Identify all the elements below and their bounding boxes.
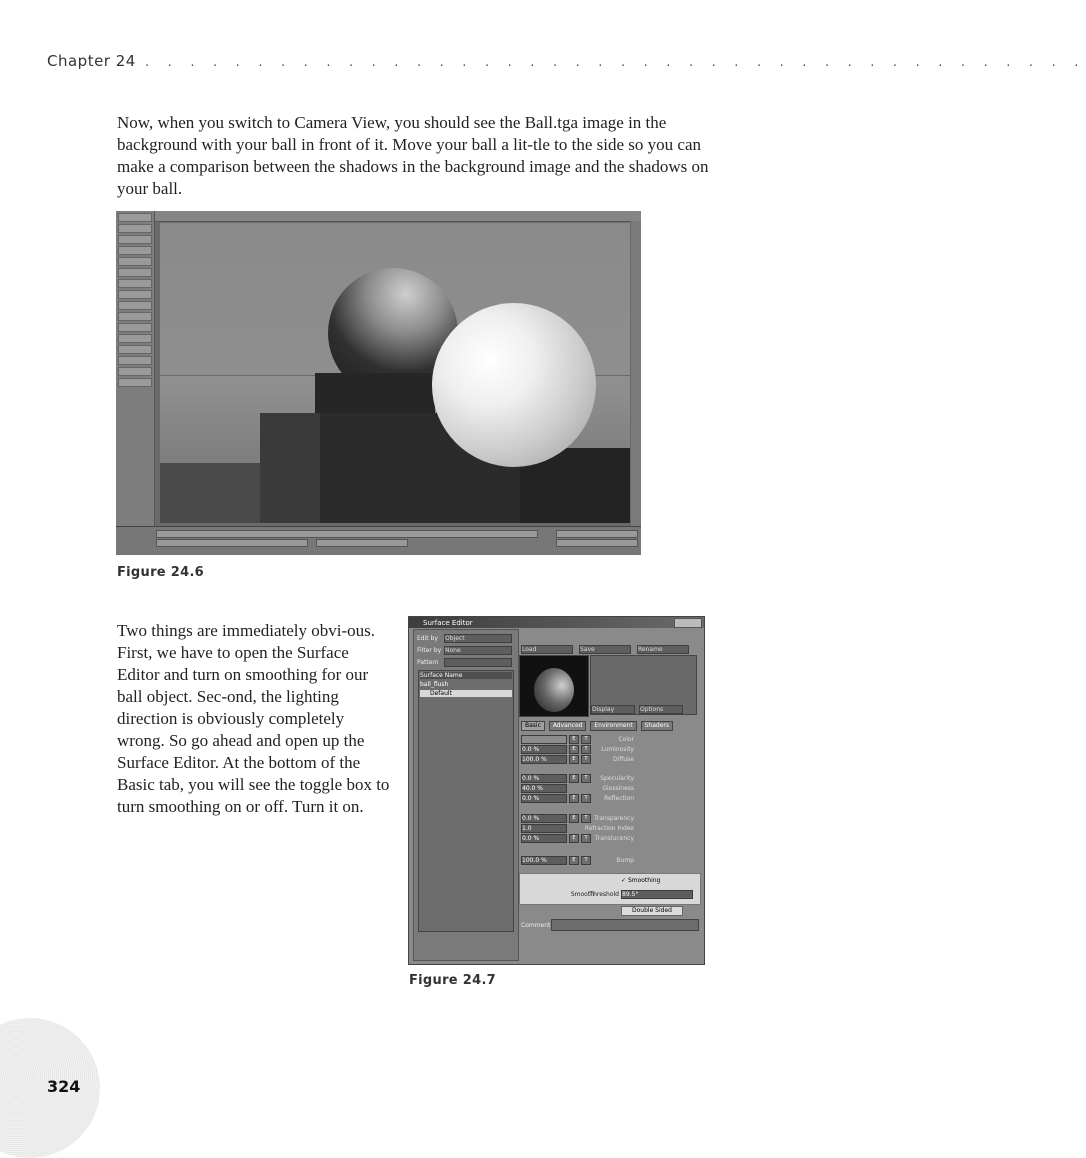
translucency-label: Translucency: [595, 835, 634, 842]
surface-list[interactable]: [418, 670, 514, 932]
surface-preview: [519, 655, 589, 717]
filter-by-select[interactable]: None: [444, 646, 512, 655]
envelope-button[interactable]: E: [569, 856, 579, 865]
window-title: Surface Editor: [423, 619, 473, 627]
body-paragraph-1: Now, when you switch to Camera View, you should see the Ball.tga image in the background with your ball in front of it. Move your ball a lit-tle to the side so you can make a comparison between the shadows in the background image and the shadows on your ball.: [117, 113, 709, 198]
save-button[interactable]: Save: [579, 645, 631, 654]
smoothing-label: Smoothing: [627, 877, 661, 884]
tool-button[interactable]: [118, 301, 152, 310]
tool-button[interactable]: [118, 323, 152, 332]
playback-controls[interactable]: [556, 539, 638, 547]
glossiness-label: Glossiness: [602, 785, 634, 792]
tool-button[interactable]: [118, 356, 152, 365]
rename-button[interactable]: Rename: [637, 645, 689, 654]
tool-button[interactable]: [118, 224, 152, 233]
threshold-field[interactable]: 89.5°: [621, 890, 693, 899]
camera-viewport[interactable]: [160, 223, 630, 523]
figure-24-7-screenshot: [408, 616, 705, 965]
surface-editor-titlebar: [409, 617, 704, 628]
surface-tabs: [521, 721, 691, 731]
luminosity-label: Luminosity: [601, 746, 634, 753]
texture-button[interactable]: T: [581, 834, 591, 843]
transparency-label: Transparency: [593, 815, 634, 822]
filter-by-label: Filter by: [417, 647, 442, 654]
reflection-field[interactable]: 0.0 %: [521, 794, 567, 803]
options-button[interactable]: Options: [639, 705, 683, 714]
bump-field[interactable]: 100.0 %: [521, 856, 567, 865]
diffuse-field[interactable]: 100.0 %: [521, 755, 567, 764]
reflection-label: Reflection: [604, 795, 634, 802]
tab-environment[interactable]: Environment: [590, 721, 636, 731]
timeline-panel: [116, 526, 641, 555]
texture-button[interactable]: T: [581, 794, 591, 803]
texture-button[interactable]: T: [581, 774, 591, 783]
color-swatch[interactable]: [521, 735, 567, 744]
transparency-field[interactable]: 0.0 %: [521, 814, 567, 823]
timeline-control[interactable]: [156, 539, 308, 547]
background-block-face: [260, 413, 320, 523]
list-item[interactable]: ball_flush: [420, 681, 449, 688]
envelope-button[interactable]: E: [569, 755, 579, 764]
pattern-label: Pattern: [417, 659, 439, 666]
timeline-slider[interactable]: [156, 530, 538, 538]
texture-button[interactable]: T: [581, 735, 591, 744]
texture-button[interactable]: T: [581, 814, 591, 823]
ball-object[interactable]: [432, 303, 596, 467]
comment-input[interactable]: [551, 919, 699, 931]
tool-button[interactable]: [118, 378, 152, 387]
display-button[interactable]: Display: [591, 705, 635, 714]
viewport-toolbar: [154, 211, 641, 222]
chapter-heading: Chapter 24: [47, 52, 136, 70]
figure-24-6-screenshot: [116, 211, 641, 554]
check-icon: ✓: [621, 877, 628, 884]
tool-button[interactable]: [118, 279, 152, 288]
diffuse-label: Diffuse: [612, 756, 634, 763]
tool-panel: [116, 211, 155, 526]
tool-button[interactable]: [118, 257, 152, 266]
tool-button[interactable]: [118, 246, 152, 255]
preview-sphere: [534, 668, 574, 712]
load-button[interactable]: Load: [521, 645, 573, 654]
list-item-selected[interactable]: Default: [420, 690, 512, 697]
envelope-button[interactable]: E: [569, 735, 579, 744]
tool-button[interactable]: [118, 312, 152, 321]
envelope-button[interactable]: E: [569, 774, 579, 783]
playback-controls[interactable]: [556, 530, 638, 538]
edit-by-select[interactable]: Object: [444, 634, 512, 643]
smoothing-highlight: [519, 873, 701, 905]
envelope-button[interactable]: E: [569, 814, 579, 823]
double-sided-checkbox[interactable]: Double Sided: [621, 906, 683, 916]
envelope-button[interactable]: E: [569, 834, 579, 843]
tab-shaders[interactable]: Shaders: [641, 721, 673, 731]
texture-button[interactable]: T: [581, 755, 591, 764]
bump-label: Bump: [616, 857, 634, 864]
translucency-field[interactable]: 0.0 %: [521, 834, 567, 843]
tool-button[interactable]: [118, 268, 152, 277]
envelope-button[interactable]: E: [569, 794, 579, 803]
color-label: Color: [618, 736, 634, 743]
surface-list-panel: [413, 629, 519, 961]
timeline-control[interactable]: [316, 539, 408, 547]
glossiness-field[interactable]: 40.0 %: [521, 784, 567, 793]
figure-24-7-caption: Figure 24.7: [409, 973, 497, 988]
tool-button[interactable]: [118, 213, 152, 222]
texture-button[interactable]: T: [581, 856, 591, 865]
tab-advanced[interactable]: Advanced: [549, 721, 587, 731]
refraction-field[interactable]: 1.0: [521, 824, 567, 833]
header-dot-leader: . . . . . . . . . . . . . . . . . . . . . . . . . . . . . . . . . . . . . . . . . .: [145, 55, 1086, 70]
pattern-input[interactable]: [444, 658, 512, 667]
texture-button[interactable]: T: [581, 745, 591, 754]
viewport-side-strip: [631, 221, 641, 526]
comment-label: Comment: [521, 922, 551, 929]
tool-button[interactable]: [118, 334, 152, 343]
smoothing-checkbox[interactable]: [621, 877, 660, 884]
smooth-label: Smooth: [570, 891, 594, 898]
window-controls[interactable]: [674, 618, 702, 628]
envelope-button[interactable]: E: [569, 745, 579, 754]
body-paragraph-2: Two things are immediately obvi-ous. First, we have to open the Surface Editor and turn on smoothing for our ball object. Sec-ond, the lighting direction is obviously completely wrong. So go ahead and open up the Surface Editor. At the bottom of the Basic tab, you will see the toggle box to turn smoothing on or off. Turn it on.: [117, 621, 390, 816]
tab-basic[interactable]: Basic: [521, 721, 545, 731]
figure-24-6-caption: Figure 24.6: [117, 565, 205, 580]
refraction-label: Refraction Index: [584, 825, 634, 832]
tool-button[interactable]: [118, 290, 152, 299]
list-header: Surface Name: [420, 672, 512, 679]
tool-button[interactable]: [118, 367, 152, 376]
tool-button[interactable]: [118, 235, 152, 244]
specularity-field[interactable]: 0.0 %: [521, 774, 567, 783]
specularity-label: Specularity: [600, 775, 634, 782]
edit-by-label: Edit by: [417, 635, 438, 642]
luminosity-field[interactable]: 0.0 %: [521, 745, 567, 754]
threshold-label: Threshold: [589, 891, 619, 898]
page-number: 324: [47, 1077, 81, 1096]
tool-button[interactable]: [118, 345, 152, 354]
